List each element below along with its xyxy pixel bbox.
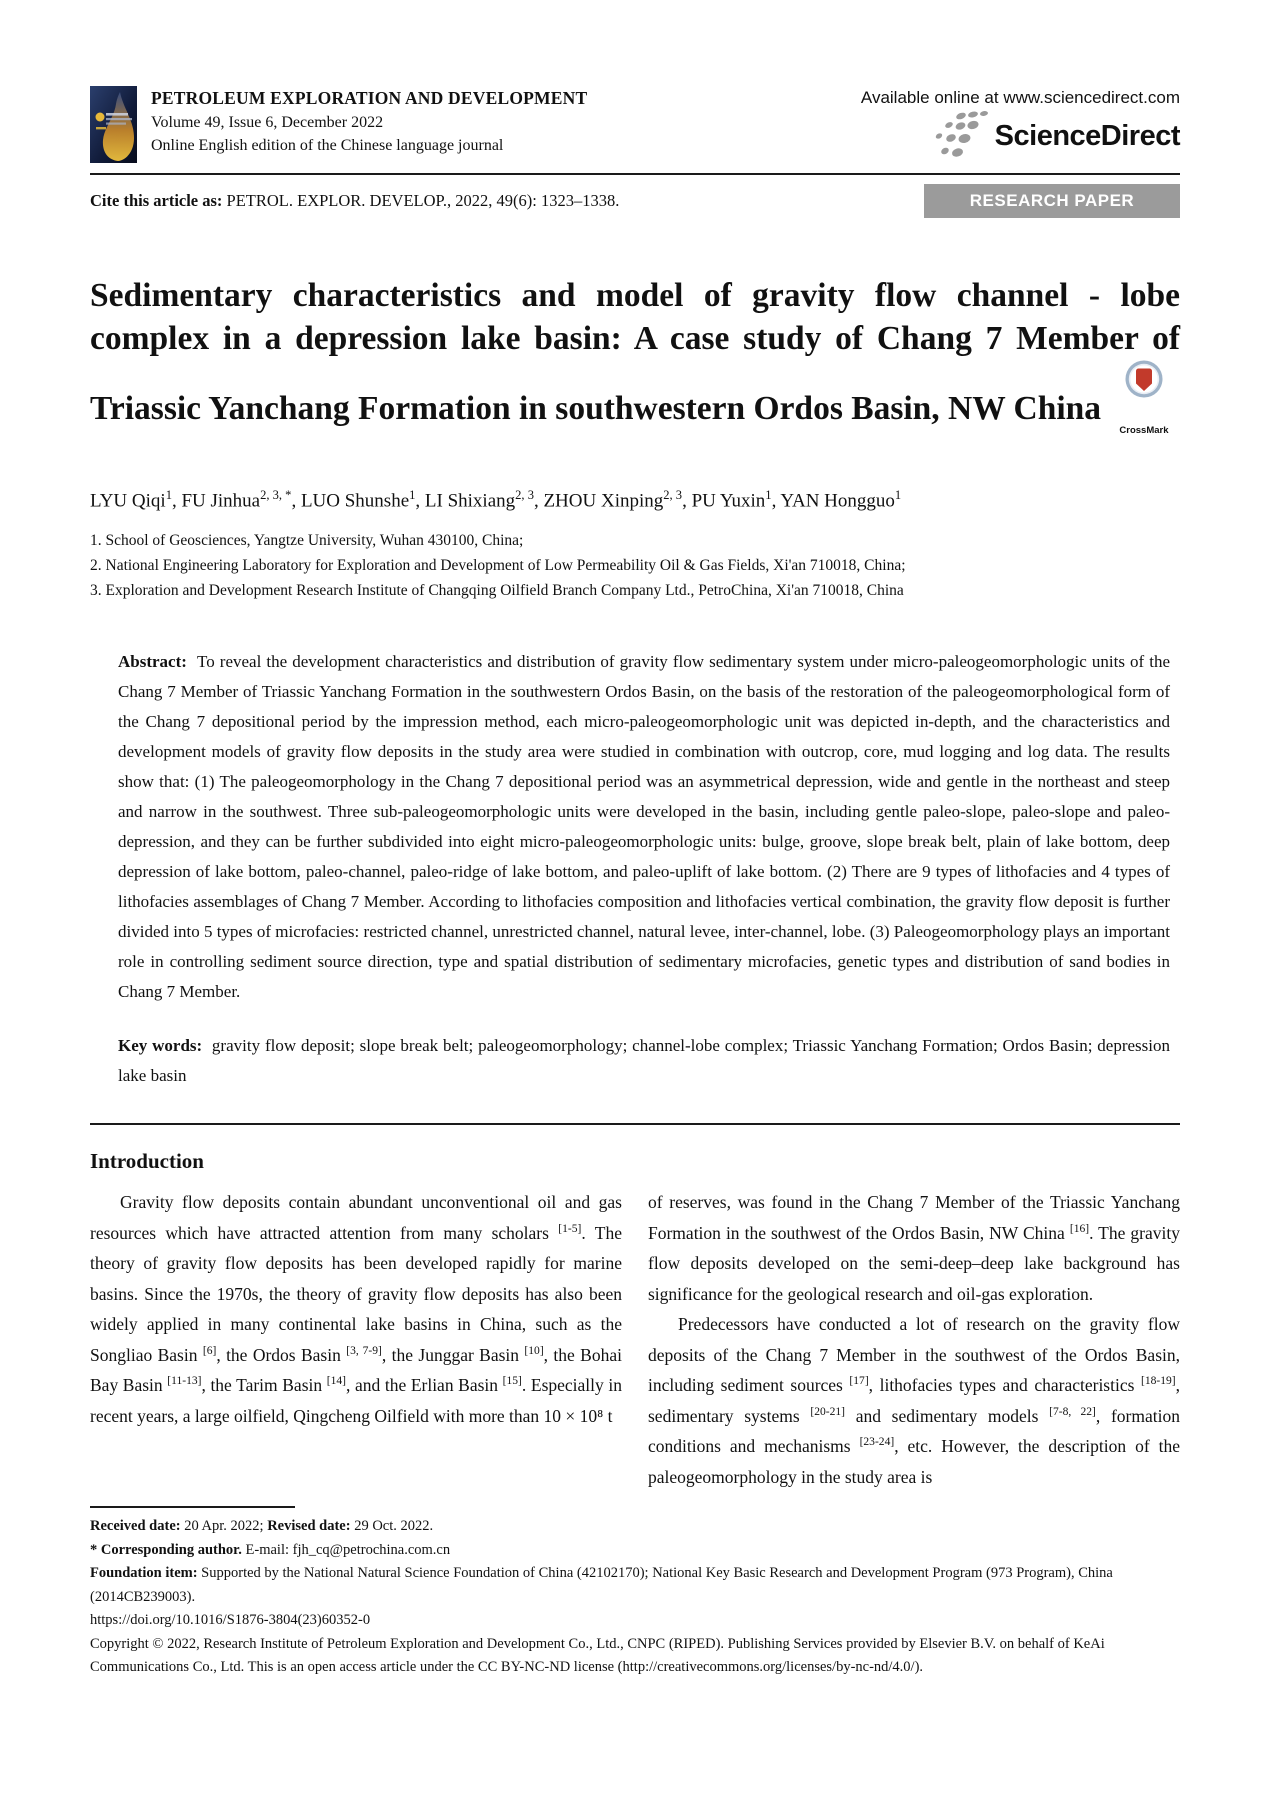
sciencedirect-dots-icon [927,110,991,162]
affiliations-list [90,528,1180,603]
foundation-item-line [90,1562,1180,1609]
footnotes-block [90,1515,1180,1680]
right-column [648,1125,1180,1492]
paragraph: Gravity flow deposits contain abundant unconventional oil and gas resources which have attracted attention from many scholars [1-5]. The theory of gravity flow deposits has been developed rapidly for marine basins. Since the 1970s, the theory of gravity flow deposits has also been widely applied in many continental lake basins in China, such as the Songliao Basin [6], the Ordos Basin [3, 7-9], the Junggar Basin [10], the Bohai Bay Basin [11-13], the Tarim Basin [14], and the Erlian Basin [15]. Especially in recent years, a large oilfield, Qingcheng Oilfield with more than 10 × 10⁸ t [90,1192,622,1426]
affiliation: 2. National Engineering Laboratory for Exploration and Development of Low Permeability Oil & Gas Fields, Xi'an 710018, China; [90,557,906,575]
revised-label: Revised date: [267,1518,351,1535]
abstract-block [118,647,1170,1007]
journal-edition-note: Online English edition of the Chinese language journal [151,137,504,154]
research-paper-badge: RESEARCH PAPER [924,184,1180,218]
keywords-text: gravity flow deposit; slope break belt; paleogeomorphology; channel-lobe complex; Triassic Yanchang Formation; Ordos Basin; depression lake basin [118,1036,1170,1086]
crossmark-button[interactable] [1119,360,1168,452]
sciencedirect-logo[interactable] [861,110,1180,162]
citation-label: Cite this article as: [90,191,223,210]
authors-line: LYU Qiqi$^1$, FU Jinhua$^{2, 3, *}$, LUO Shunshe$^1$, LI Shixiang$^{2, 3}$, ZHOU Xinping$^{2, 3}$, PU Yuxin$^1$, YAN Hongguo$^1$ [90,488,902,512]
foundation-value: Supported by the National Natural Science Foundation of China (42102170); National Key Basic Research and Development Program (973 Program), China (2014CB239003). [90,1565,1113,1605]
journal-cover-thumbnail [90,86,137,163]
article-title-block [90,274,1180,452]
footnote-divider [90,1506,295,1508]
corresponding-label: * Corresponding author. [90,1541,242,1558]
citation-line [90,191,619,211]
journal-name: PETROLEUM EXPLORATION AND DEVELOPMENT [151,88,588,108]
keywords-block [118,1031,1170,1091]
citation-text: PETROL. EXPLOR. DEVELOP., 2022, 49(6): 1323–1338. [222,191,620,210]
received-value: 20 Apr. 2022; [180,1518,268,1535]
abstract-text: To reveal the development characteristics and distribution of gravity flow sedimentary system under micro-paleogeomorphologic units of the Chang 7 Member of Triassic Yanchang Formation in the southwestern Ordos Basin, on the basis of the restoration of the paleogeomorphological form of the Chang 7 depositional period by the impression method, each micro-paleogeomorphologic unit was depicted in-depth, and the characteristics and development models of gravity flow deposits in the study area were studied in combination with outcrop, core, mud logging and log data. The results show that: (1) The paleogeomorphology in the Chang 7 depositional period was an asymmetrical depression, wide and gentle in the northeast and steep and narrow in the southwest. Three sub-paleogeomorphologic units were developed in the basin, including gentle paleo-slope, paleo-slope and paleo-depression, and they can be further subdivided into eight micro-paleogeomorphologic units: bulge, groove, slope break belt, plain of lake bottom, deep depression of lake bottom, paleo-channel, paleo-ridge of lake bottom, and paleo-uplift of lake bottom. (2) There are 9 types of lithofacies and 4 types of lithofacies assemblages of Chang 7 Member. According to lithofacies composition and lithofacies vertical combination, the gravity flow deposit is further divided into 5 types of microfacies: restricted channel, unrestricted channel, natural levee, inter-channel, lobe. (3) Paleogeomorphology plays an important role in controlling sediment source direction, type and spatial distribution of sedimentary microfacies, genetic types and distribution of sand bodies in Chang 7 Member. [118,652,1170,1002]
doi-link[interactable]: https://doi.org/10.1016/S1876-3804(23)60352-0 [90,1612,371,1629]
sciencedirect-wordmark: ScienceDirect [994,119,1180,152]
corresponding-email[interactable]: E-mail: fjh_cq@petrochina.com.cn [241,1541,451,1558]
available-online-text: Available online at www.sciencedirect.com [860,88,1180,107]
affiliation: 3. Exploration and Development Research Institute of Changqing Oilfield Branch Company Ltd., PetroChina, Xi'an 710018, China [90,582,904,600]
affiliation: 1. School of Geosciences, Yangtze University, Wuhan 430100, China; [90,532,524,550]
left-column [90,1125,622,1492]
journal-volume-info: Volume 49, Issue 6, December 2022 [151,114,384,131]
header-divider [90,173,1180,175]
revised-value: 29 Oct. 2022. [350,1518,434,1535]
right-column-paragraphs [648,1187,1180,1492]
crossmark-icon [1125,360,1163,398]
copyright-line: Copyright © 2022, Research Institute of Petroleum Exploration and Development Co., Ltd., CNPC (RIPED). Publishing Services provided by Elsevier B.V. on behalf of KeAi Communications Co., Ltd. This is an open access article under the CC BY-NC-ND license (http://creativecommons.org/licenses/by-nc-nd/4.0/). [90,1635,1105,1676]
paragraph: of reserves, was found in the Chang 7 Member of the Triassic Yanchang Formation in the southwest of the Ordos Basin, NW China [16]. The gravity flow deposits developed on the semi-deep–deep lake background has significance for the geological research and oil-gas exploration. [648,1192,1180,1304]
body-columns [90,1125,1180,1492]
received-label: Received date: [90,1518,181,1535]
journal-header [90,86,1180,163]
received-revised-line [90,1515,1180,1539]
article-title: Sedimentary characteristics and model of gravity flow channel - lobe complex in a depression lake basin: A case study of Chang 7 Member of Triassic Yanchang Formation in southwestern Ordos Basin, NW China [90,277,1180,427]
paragraph: Predecessors have conducted a lot of research on the gravity flow deposits of the Chang 7 Member in the southwest of the Ordos Basin, including sediment sources [17], lithofacies types and characteristics [18-19], sedimentary systems [20-21] and sedimentary models [7-8, 22], formation conditions and mechanisms [23-24], etc. However, the description of the paleogeomorphology in the study area is [648,1314,1180,1487]
abstract-label: Abstract: [118,652,187,672]
section-heading-introduction: Introduction [90,1149,204,1174]
crossmark-label: CrossMark [1119,425,1169,436]
foundation-label: Foundation item: [90,1565,198,1582]
left-column-paragraphs [90,1187,622,1431]
corresponding-author-line [90,1539,1180,1563]
keywords-label: Key words: [118,1036,203,1056]
